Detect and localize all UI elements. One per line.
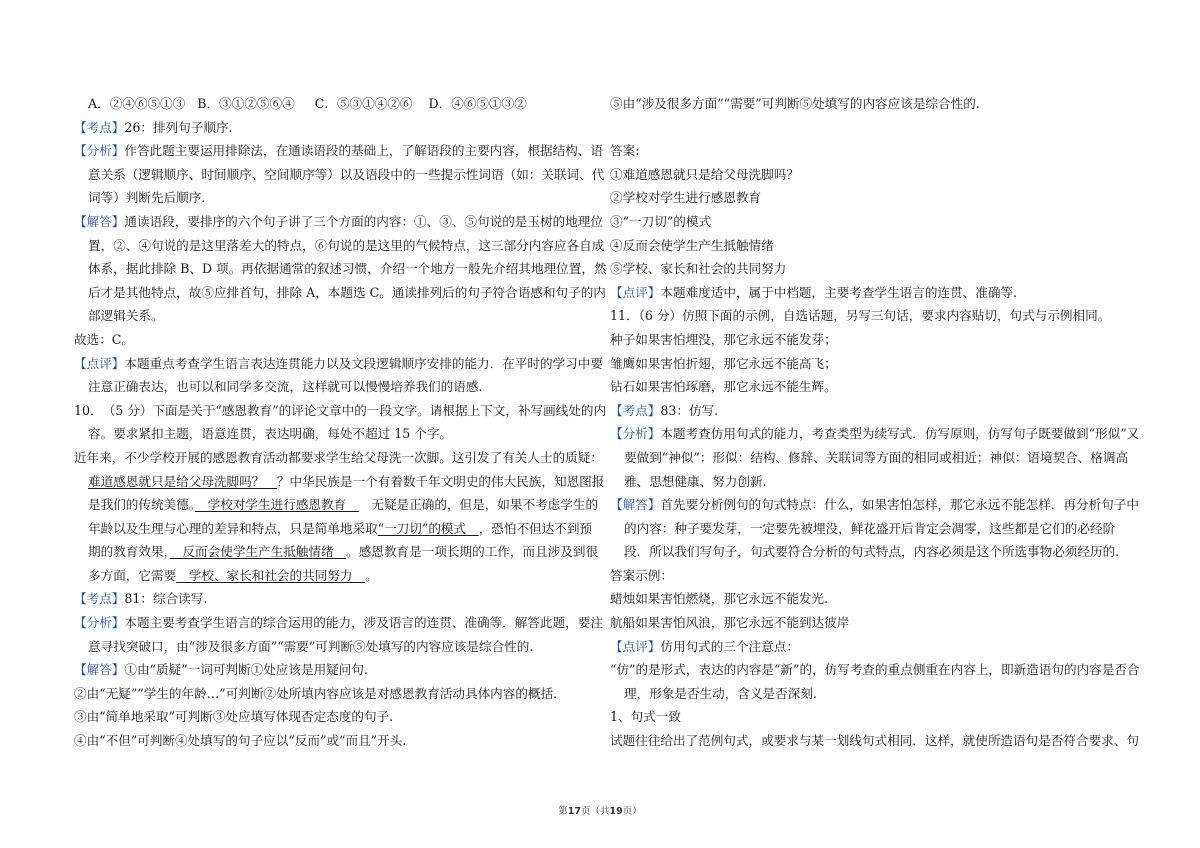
q9-kaodian: 【考点】26：排列句子顺序.: [74, 119, 233, 135]
q10-jieda: 【解答】①由“质疑”一词可判断①处应该是用疑问句.: [74, 662, 368, 678]
answer-label: 答案:: [610, 143, 640, 159]
q9-options: A．②④⑥⑤①③ B．③①②⑤⑥④ C．⑤③①④②⑥ D．④⑥⑤①③②: [88, 96, 527, 111]
q11-jieda: 【解答】首先要分析例句的句式特点：什么，如果害怕怎样，那它永远不能怎样．再分析句子中: [610, 497, 1139, 513]
q11-example: 雏鹰如果害怕折翅，那它永远不能高飞；: [610, 355, 837, 371]
q9-choice: 故选：C。: [74, 331, 135, 347]
point-body: 试题往往给出了范例句式，或要求与某一划线句式相同．这样，就使所造语句是否符合要求、句: [610, 733, 1139, 749]
answer-item: ⑤学校、家长和社会的共同努力: [610, 261, 787, 277]
q10-dianping: 【点评】本题难度适中，属于中档题，主要考查学生语言的连贯、准确等.: [610, 284, 1018, 300]
blank-5: 学校、家长和社会的共同努力: [176, 567, 366, 583]
q9-dianping: 【点评】本题重点考查学生语言表达连贯能力以及文段逻辑顺序安排的能力．在平时的学习中要: [74, 355, 603, 371]
q10-jieda-line: ③由“简单地采取”可判断③处应填写体现否定态度的句子.: [74, 709, 394, 725]
blank-3: “一刀切”的模式: [377, 520, 479, 536]
q11-fenxi-line: 要做到“神似”：形似：结构、修辞、关联词等方面的相同或相近；神似：语境契合、格调高: [624, 449, 1129, 465]
q10-passage-line: 是我们的传统美德。 学校对学生进行感恩教育 无疑是正确的，但是，如果不考虑学生的: [88, 497, 599, 513]
q11-kaodian: 【考点】83：仿写.: [610, 402, 719, 418]
q9-jieda: 【解答】通读语段，要排序的六个句子讲了三个方面的内容：①、③、⑤句说的是玉树的地理位: [74, 213, 603, 229]
q10-jieda-line: ④由“不但”可判断④处填写的句子应以“反而”或“而且”开头.: [74, 733, 407, 749]
answer-item: ①难道感恩就只是给父母洗脚吗？: [610, 166, 799, 182]
page-number: 17: [567, 806, 581, 817]
q10-stem-line: 容。要求紧扣主题，语意连贯，表达明确，每处不超过 15 个字。: [88, 426, 453, 442]
q9-jieda-line: 置，②、④句说的是这里落差大的特点，⑥句说的是这里的气候特点，这三部分内容应各自成: [88, 237, 605, 253]
page-footer: 第17页（共19页）: [558, 806, 642, 817]
q11-fenxi-line: 雅、思想健康、努力创新.: [624, 473, 767, 489]
q11-jieda-line: 的内容：种子要发芽，一定要先被埋没，鲜花盛开后肯定会凋零，这些都是它们的必经阶: [624, 520, 1116, 536]
q10-passage-line: 多方面，它需要 学校、家长和社会的共同努力 。: [88, 567, 378, 583]
q10-jieda-line: ⑤由“涉及很多方面”“需要”可判断⑤处填写的内容应该是综合性的.: [610, 96, 980, 111]
q11-fenxi: 【分析】本题考查仿用句式的能力，考查类型为续写式．仿写原则，仿写句子既要做到“形似”又: [610, 426, 1140, 442]
dianping-body: “仿”的是形式，表达的内容是“新”的，仿写考查的重点侧重在内容上，即新造语句的内容是否合: [610, 662, 1140, 678]
point-heading: 1、句式一致: [610, 709, 681, 725]
left-column: [74, 92, 607, 753]
q9-jieda-line: 后才是其他特点，故⑤应排首句，排除 A，本题选 C。通读排列后的句子符合语感和句子的内: [88, 284, 606, 300]
q11-stem: 11．（6 分）仿照下面的示例，自选话题，另写三句话，要求内容贴切，句式与示例相同。: [610, 308, 1111, 324]
q11-jieda-line: 段．所以我们写句子，句式要符合分析的句式特点，内容必须是这个所选事物必须经历的.: [624, 544, 1120, 560]
q10-passage-line: 难道感恩就只是给父母洗脚吗？ ？中华民族是一个有着数千年文明史的伟大民族，知恩图报: [88, 473, 605, 489]
answer-item: ④反而会使学生产生抵触情绪: [610, 237, 774, 253]
q10-passage-line: 近年来，不少学校开展的感恩教育活动都要求学生给父母洗一次脚。这引发了有关人士的质疑：: [74, 449, 603, 465]
q9-fenxi-line: 词等）判断先后顺序.: [88, 190, 206, 206]
dianping-body-line: 理，形象是否生动，含义是否深刻.: [624, 685, 817, 701]
q10-fenxi: 【分析】本题主要考查学生语言的综合运用的能力，涉及语言的连贯、准确等．解答此题，要注: [74, 615, 603, 631]
q10-kaodian: 【考点】81：综合读写.: [74, 591, 208, 607]
page-total: 19: [609, 806, 623, 817]
blank-1: 难道感恩就只是给父母洗脚吗？: [88, 473, 277, 489]
q10-passage-line: 期的教育效果， 反而会使学生产生抵触情绪 。感恩教育是一项长期的工作，而且涉及到很: [88, 544, 599, 560]
q9-fenxi-line: 意关系（逻辑顺序、时间顺序、空间顺序等）以及语段中的一些提示性词语（如：关联词、代: [88, 166, 605, 182]
sample-item: 航船如果害怕风浪，那它永远不能到达彼岸: [610, 615, 850, 631]
q9-dianping-line: 注意正确表达，也可以和同学多交流，这样就可以慢慢培养我们的语感.: [88, 379, 483, 395]
sample-label: 答案示例：: [610, 567, 673, 583]
blank-2: 学校对学生进行感恩教育: [195, 497, 359, 513]
q10-jieda-line: ②由“无疑”“学生的年龄…”可判断②处所填内容应该是对感恩教育活动具体内容的概括.: [74, 685, 558, 701]
q11-example: 钻石如果害怕琢磨，那它永远不能生辉。: [610, 379, 837, 395]
q10-stem: 10． （5 分）下面是关于“感恩教育”的评论文章中的一段文字。请根据上下文，补写画线处的内: [74, 402, 607, 418]
answer-item: ②学校对学生进行感恩教育: [610, 190, 762, 206]
q9-fenxi: 【分析】作答此题主要运用排除法，在通读语段的基础上，了解语段的主要内容，根据结构、语: [74, 143, 603, 159]
right-column: [610, 92, 1140, 753]
q9-jieda-line: 部逻辑关系。: [88, 308, 164, 324]
q10-fenxi-line: 意寻找突破口，由“涉及很多方面”“需要”可判断⑤处填写的内容应该是综合性的.: [88, 638, 534, 654]
sample-item: 蜡烛如果害怕燃烧，那它永远不能发光.: [610, 591, 829, 607]
q9-jieda-line: 体系，据此排除 B、D 项。再依据通常的叙述习惯，介绍一个地方一般先介绍其地理位置，然: [88, 261, 607, 277]
answer-item: ③“一刀切”的模式: [610, 213, 712, 229]
q11-example: 种子如果害怕埋没，那它永远不能发芽；: [610, 331, 837, 347]
q10-passage-line: 年龄以及生理与心理的差异和特点，只是简单地采取“一刀切”的模式 ，恐怕不但达不到预: [88, 520, 593, 536]
q11-dianping: 【点评】仿用句式的三个注意点：: [610, 638, 799, 654]
blank-4: 反而会使学生产生抵触情绪: [169, 544, 347, 560]
